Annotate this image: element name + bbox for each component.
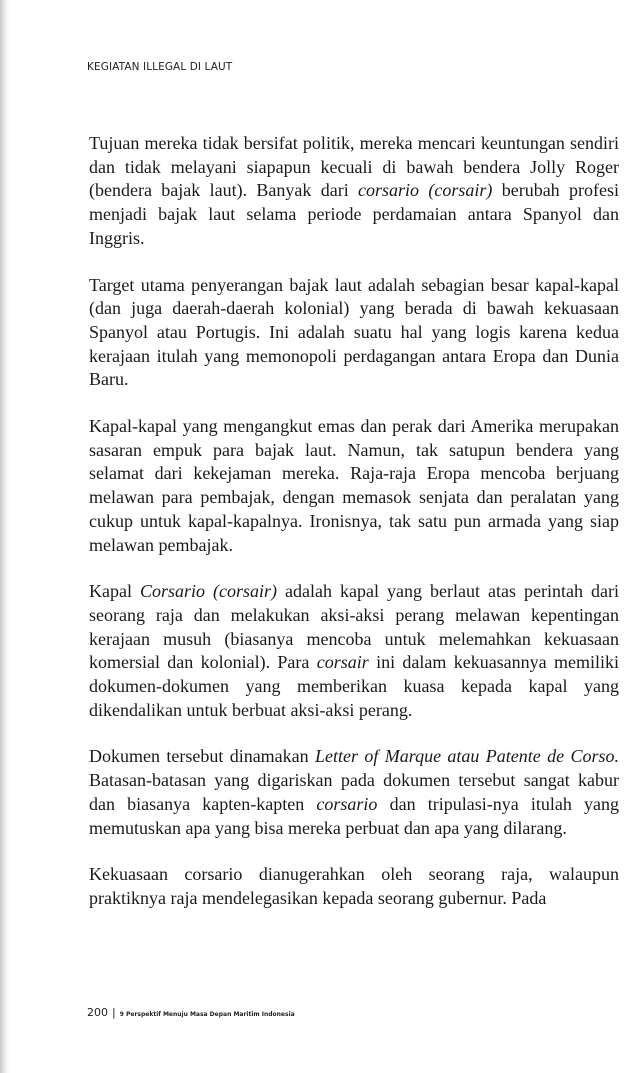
italic-text: Corsario (corsair)	[140, 581, 278, 602]
page-edge-shadow	[0, 0, 10, 1073]
text-run: Kapal-kapal yang mengangkut emas dan perak dari Amerika merupakan sasaran empuk para bajak laut. Namun, tak satupun bendera yang selamat dari kekejaman mereka. Raja-raja Eropa mencoba berjuang melawan para pembajak, dengan memasok senjata dan peralatan yang cukup untuk kapal-kapalnya. Ironisnya, tak satu pun armada yang siap melawan pembajak.	[89, 416, 619, 555]
italic-text: corsario (corsair)	[358, 180, 493, 201]
text-run: Batasan-batasan yang digariskan pada dokumen tersebut sangat kabur dan biasanya kapten-kapten	[89, 770, 619, 814]
body-text	[89, 132, 619, 934]
footer-book-title: 9 Perspektif Menuju Masa Depan Maritim Indonesia	[119, 1011, 295, 1018]
running-header: KEGIATAN ILLEGAL DI LAUT	[87, 61, 233, 73]
footer-separator: |	[112, 1006, 116, 1019]
page-footer	[87, 1001, 295, 1020]
text-run: Tujuan mereka tidak bersifat politik, mereka mencari keuntungan sendiri dan tidak melayani siapapun kecuali di bawah bendera Jolly Roger (bendera bajak laut). Banyak dari	[89, 133, 619, 201]
text-run: Kekuasaan corsario dianugerahkan oleh seorang raja, walaupun praktiknya raja mendelegasikan kepada seorang gubernur. Pada	[89, 864, 619, 908]
paragraph	[89, 415, 619, 557]
italic-text: corsair	[316, 652, 369, 673]
text-run: dan tripulasi-nya itulah yang memutuskan apa yang bisa mereka perbuat dan apa yang dilarang.	[89, 793, 620, 838]
paragraph	[89, 132, 619, 251]
italic-text: Letter of Marque atau Patente de Corso.	[315, 746, 619, 767]
paragraph	[89, 863, 619, 910]
text-run: berubah profesi menjadi bajak laut selama periode perdamaian antara Spanyol dan Inggris.	[89, 180, 619, 248]
text-run: adalah kapal yang berlaut atas perintah dari seorang raja dan melakukan aksi-aksi perang melawan kepentingan kerajaan musuh (biasanya mencoba untuk melemahkan kekuasaan komersial dan kolonial). Para	[89, 581, 619, 673]
paragraph	[89, 745, 619, 840]
text-run: Dokumen tersebut dinamakan	[89, 746, 316, 767]
text-run: ini dalam kekuasannya memiliki dokumen-dokumen yang memberikan kuasa kepada kapal yang dikendalikan untuk berbuat aksi-aksi perang.	[89, 652, 619, 720]
paragraph	[89, 274, 619, 393]
text-run: Kapal	[89, 581, 140, 602]
text-run: Target utama penyerangan bajak laut adalah sebagian besar kapal-kapal (dan juga daerah-daerah kolonial) yang berada di bawah kekuasaan Spanyol atau Portugis. Ini adalah suatu hal yang logis karena kedua kerajaan itulah yang memonopoli perdagangan antara Eropa dan Dunia Baru.	[89, 274, 619, 390]
paragraph	[89, 580, 619, 722]
italic-text: corsario	[316, 793, 378, 814]
page-number: 200	[87, 1006, 108, 1019]
